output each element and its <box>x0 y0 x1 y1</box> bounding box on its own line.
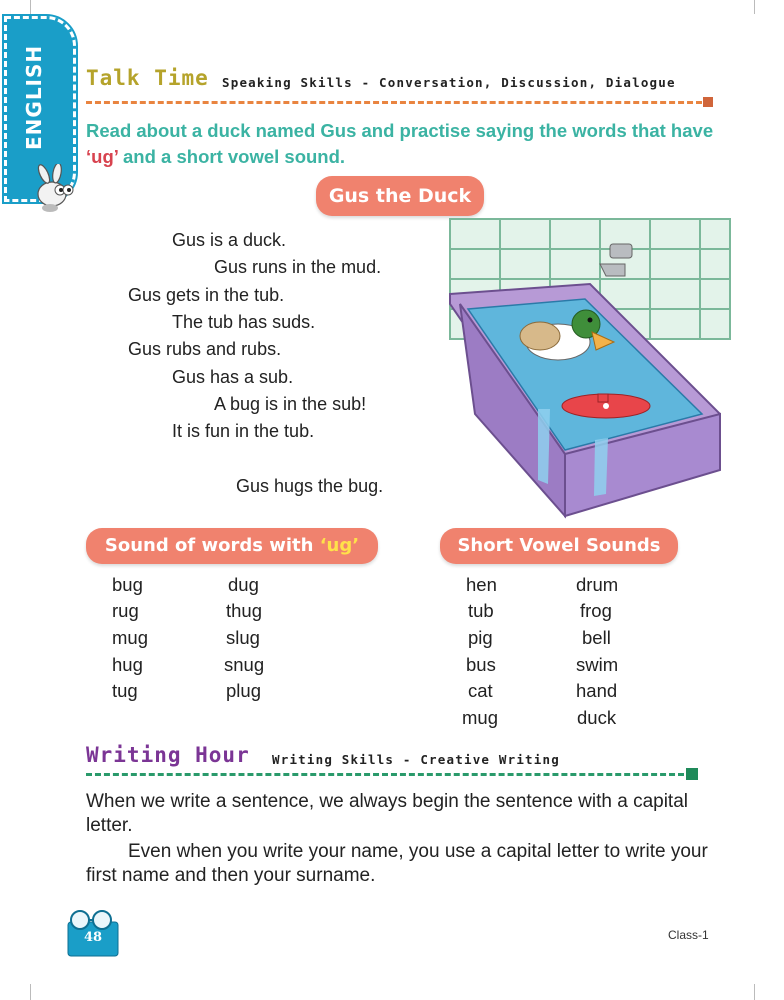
poem-line: Gus has a sub. <box>172 367 294 387</box>
word-item: bell <box>582 627 611 648</box>
writing-hour-divider <box>86 773 684 776</box>
talk-time-title: Talk Time <box>86 66 209 90</box>
crop-mark <box>30 984 31 1000</box>
writing-paragraph-2: Even when you write your name, you use a capital letter to write your first name and then your surname. <box>86 841 708 886</box>
word-item: snug <box>224 654 265 675</box>
divider-end-square <box>686 768 698 780</box>
word-item: drum <box>576 574 619 595</box>
word-item: dug <box>228 574 259 595</box>
word-item: mug <box>112 627 148 648</box>
page-number: 48 <box>83 930 103 945</box>
word-item: duck <box>577 707 617 728</box>
word-item: slug <box>226 627 260 648</box>
poem-title: Gus the Duck <box>316 176 484 216</box>
bathtub-duck-illustration <box>420 214 740 520</box>
word-item: tub <box>468 600 494 621</box>
crop-mark <box>754 984 755 1000</box>
crop-mark <box>754 0 755 14</box>
word-item: frog <box>580 600 612 621</box>
intro-text: Read about a duck named Gus and practise saying the words that have ‘ug’ and a short vowel sound. <box>86 120 714 167</box>
side-tab-label: ENGLISH <box>22 44 46 150</box>
poem-line: Gus gets in the tub. <box>128 285 285 305</box>
class-label: Class-1 <box>668 928 709 942</box>
poem-line: Gus runs in the mud. <box>214 257 382 277</box>
poem-line: It is fun in the tub. <box>172 421 315 441</box>
poem-line: Gus rubs and rubs. <box>128 339 282 359</box>
word-item: hen <box>466 574 497 595</box>
word-item: thug <box>226 600 263 621</box>
writing-hour-subtitle: Writing Skills - Creative Writing <box>272 752 560 767</box>
word-item: rug <box>112 600 139 621</box>
short-vowel-title: Short Vowel Sounds <box>440 528 678 564</box>
writing-paragraph-1: When we write a sentence, we always begin the sentence with a capital letter. <box>86 791 688 836</box>
writing-hour-title: Writing Hour <box>86 743 250 767</box>
poem-line: Gus is a duck. <box>172 230 287 250</box>
crop-mark <box>30 0 31 14</box>
word-item: tug <box>112 680 138 701</box>
divider-end-square <box>703 97 713 107</box>
poem-line: The tub has suds. <box>172 312 316 332</box>
word-item: hug <box>112 654 143 675</box>
rabbit-mascot-icon <box>30 164 82 214</box>
talk-time-divider <box>86 101 702 104</box>
word-item: hand <box>576 680 618 701</box>
poem-line: A bug is in the sub! <box>214 394 367 414</box>
word-item: swim <box>576 654 619 675</box>
word-item: mug <box>462 707 498 728</box>
word-item: pig <box>468 627 493 648</box>
word-item: cat <box>468 680 493 701</box>
word-item: bus <box>466 654 496 675</box>
word-item: bug <box>112 574 143 595</box>
talk-time-subtitle: Speaking Skills - Conversation, Discussion, Dialogue <box>222 75 676 90</box>
word-item: plug <box>226 680 261 701</box>
poem-line: Gus hugs the bug. <box>236 476 384 496</box>
ug-words-title: Sound of words with ‘ug’ <box>86 528 378 564</box>
